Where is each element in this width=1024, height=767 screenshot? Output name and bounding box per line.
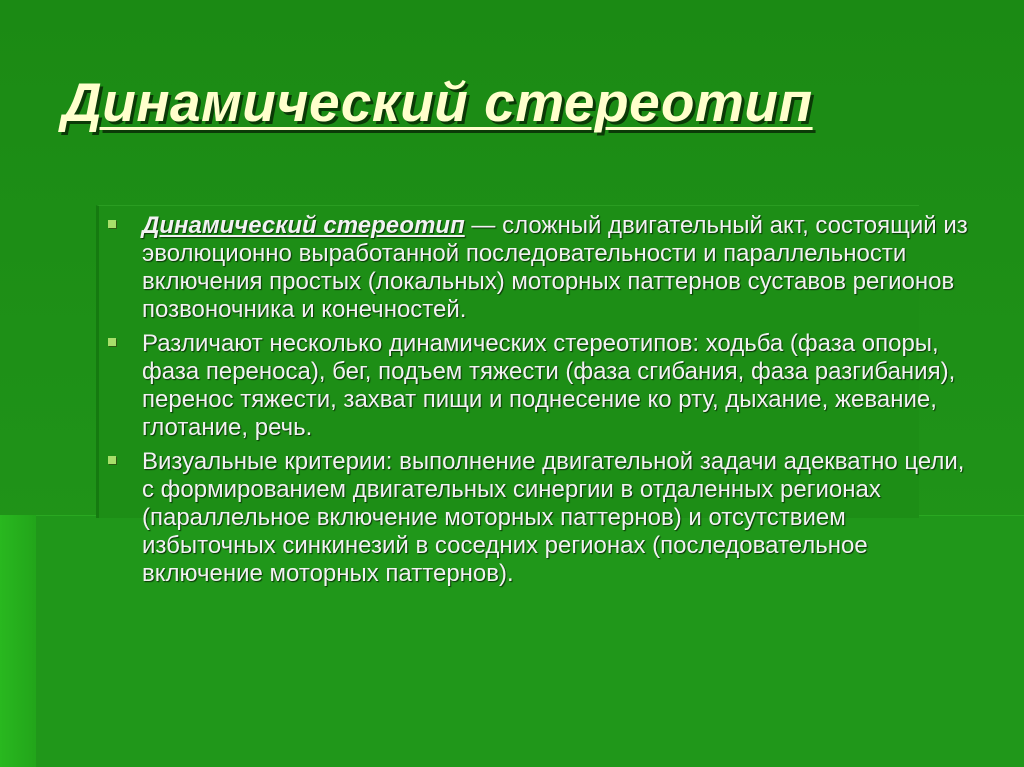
background-panel-left [0,515,36,767]
bullet-list [106,212,976,594]
list-item [106,212,976,324]
definition-text: — сложный двигательный акт, состоящий из эволюционно выработанной последовательности и параллельности включения простых (локальных) моторных паттернов суставов регионов позвоночника и конечностей. [142,212,968,323]
slide-title: Динамический стереотип [62,71,813,133]
list-item [106,330,976,442]
bullet-text: Различают несколько динамических стереотипов: ходьба (фаза опоры, фаза переноса), бег, подъем тяжести (фаза сгибания, фаза разгибания), перенос тяжести, захват пищи и поднесение ко рту, дыхание, жевание, глотание, речь. [142,330,956,441]
square-bullet-icon [108,456,116,464]
square-bullet-icon [108,338,116,346]
square-bullet-icon [108,220,116,228]
definition-term: Динамический стереотип [142,212,465,239]
bullet-text: Визуальные критерии: выполнение двигательной задачи адекватно цели, с формированием двигательных синергии в отдаленных регионах (параллельное включение моторных паттернов) и отсутствием избыточных синкинезий в соседних регионах (последовательное включение моторных паттернов). [142,448,965,587]
list-item [106,448,976,588]
